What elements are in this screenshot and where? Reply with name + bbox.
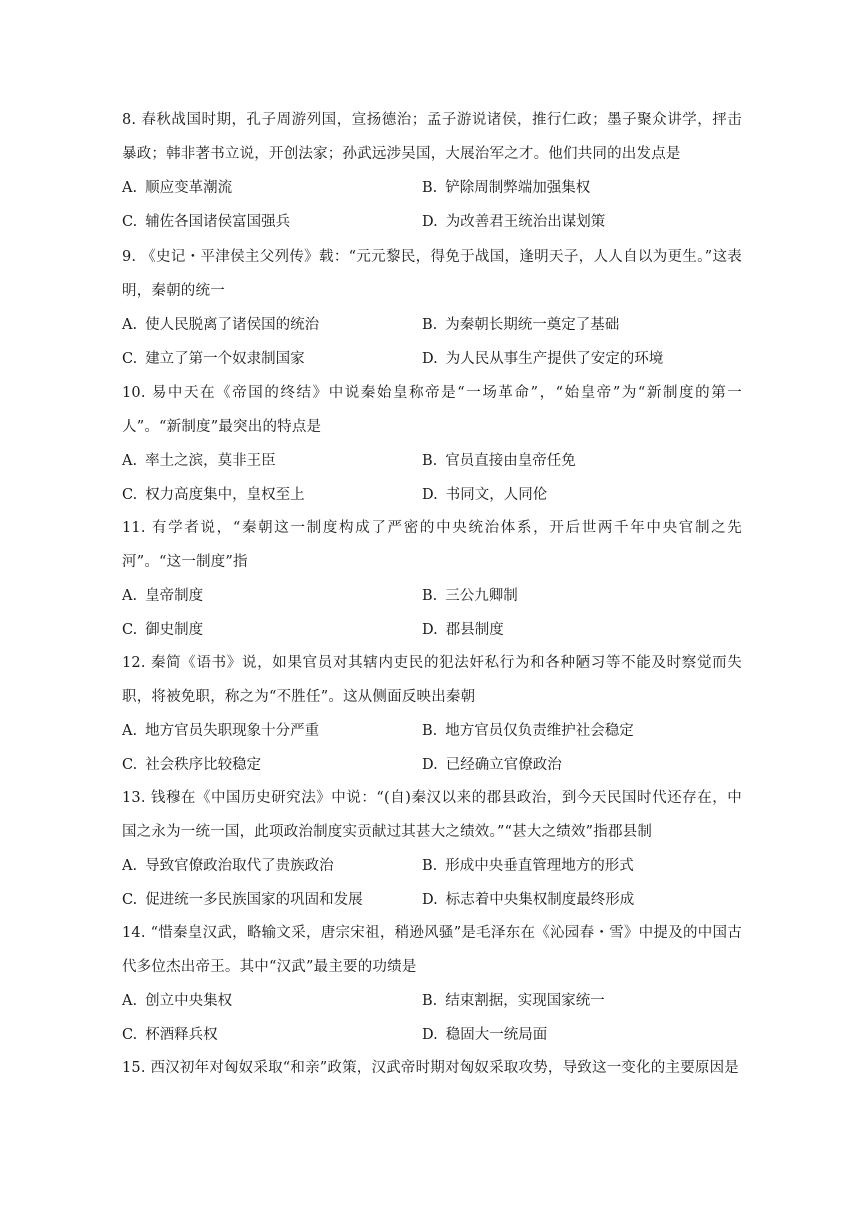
- option-a[interactable]: A. 地方官员失职现象十分严重: [122, 723, 320, 739]
- question-10: [122, 376, 742, 512]
- question-15: [122, 1051, 742, 1085]
- option-d[interactable]: D. 郡县制度: [422, 622, 504, 638]
- question-stem: 15. 西汉初年对匈奴采取“和亲”政策，汉武帝时期对匈奴采取攻势，导致这一变化的主要原因是: [122, 1060, 740, 1076]
- question-stem: 9. 《史记・平津侯主父列传》载：“元元黎民，得免于战国，逢明天子，人人自以为更生。”这表明，秦朝的统一: [122, 249, 742, 299]
- options: [122, 849, 742, 917]
- options: [122, 984, 742, 1052]
- option-b[interactable]: B. 地方官员仅负责维护社会稳定: [422, 723, 634, 739]
- option-c[interactable]: C. 权力高度集中，皇权至上: [122, 487, 305, 503]
- option-d[interactable]: D. 为改善君王统治出谋划策: [422, 214, 606, 230]
- question-stem: 14. “惜秦皇汉武，略输文采，唐宗宋祖，稍逊风骚”是毛泽东在《沁园春・雪》中提及的中国古代多位杰出帝王。其中“汉武”最主要的功绩是: [122, 925, 742, 975]
- option-c[interactable]: C. 杯酒释兵权: [122, 1027, 218, 1043]
- question-stem: 10. 易中天在《帝国的终结》中说秦始皇称帝是“一场革命”，“始皇帝”为“新制度的第一人”。“新制度”最突出的特点是: [122, 385, 742, 435]
- question-9: [122, 240, 742, 376]
- options: [122, 579, 742, 647]
- option-c[interactable]: C. 促进统一多民族国家的巩固和发展: [122, 892, 363, 908]
- question-11: [122, 511, 742, 647]
- option-b[interactable]: B. 形成中央垂直管理地方的形式: [422, 858, 634, 874]
- option-a[interactable]: A. 使人民脱离了诸侯国的统治: [122, 317, 320, 333]
- options: [122, 714, 742, 782]
- question-13: [122, 781, 742, 917]
- option-b[interactable]: B. 铲除周制弊端加强集权: [422, 180, 591, 196]
- option-a[interactable]: A. 创立中央集权: [122, 993, 233, 1009]
- options: [122, 171, 742, 239]
- option-d[interactable]: D. 为人民从事生产提供了安定的环境: [422, 351, 664, 367]
- question-14: [122, 916, 742, 1052]
- option-c[interactable]: C. 建立了第一个奴隶制国家: [122, 351, 305, 367]
- option-a[interactable]: A. 率土之滨，莫非王臣: [122, 453, 276, 469]
- options: [122, 308, 742, 376]
- option-b[interactable]: B. 为秦朝长期统一奠定了基础: [422, 317, 620, 333]
- question-stem: 12. 秦简《语书》说，如果官员对其辖内吏民的犯法奸私行为和各种陋习等不能及时察觉而失职，将被免职，称之为“不胜任”。这从侧面反映出秦朝: [122, 655, 743, 705]
- option-b[interactable]: B. 结束割据，实现国家统一: [422, 993, 605, 1009]
- option-b[interactable]: B. 三公九卿制: [422, 588, 518, 604]
- question-12: [122, 646, 742, 782]
- option-a[interactable]: A. 导致官僚政治取代了贵族政治: [122, 858, 334, 874]
- question-stem: 13. 钱穆在《中国历史研究法》中说：“(自)秦汉以来的郡县政治，到今天民国时代还存在，中国之永为一统一国，此项政治制度实贡献过其甚大之绩效。”“甚大之绩效”指郡县制: [122, 790, 742, 840]
- option-c[interactable]: C. 社会秩序比较稳定: [122, 757, 262, 773]
- option-c[interactable]: C. 御史制度: [122, 622, 204, 638]
- option-d[interactable]: D. 书同文，人同伦: [422, 487, 548, 503]
- option-a[interactable]: A. 顺应变革潮流: [122, 180, 233, 196]
- option-d[interactable]: D. 稳固大一统局面: [422, 1027, 548, 1043]
- option-a[interactable]: A. 皇帝制度: [122, 588, 204, 604]
- question-stem: 8. 春秋战国时期，孔子周游列国，宣扬德治；孟子游说诸侯，推行仁政；墨子聚众讲学，抨击暴政；韩非著书立说，开创法家；孙武远涉吴国，大展治军之才。他们共同的出发点是: [122, 112, 743, 162]
- option-d[interactable]: D. 标志着中央集权制度最终形成: [422, 892, 635, 908]
- question-stem: 11. 有学者说，“秦朝这一制度构成了严密的中央统治体系，开后世两千年中央官制之先河”。“这一制度”指: [122, 520, 743, 570]
- question-8: [122, 103, 742, 239]
- option-b[interactable]: B. 官员直接由皇帝任免: [422, 453, 576, 469]
- option-d[interactable]: D. 已经确立官僚政治: [422, 757, 562, 773]
- option-c[interactable]: C. 辅佐各国诸侯富国强兵: [122, 214, 291, 230]
- options: [122, 444, 742, 512]
